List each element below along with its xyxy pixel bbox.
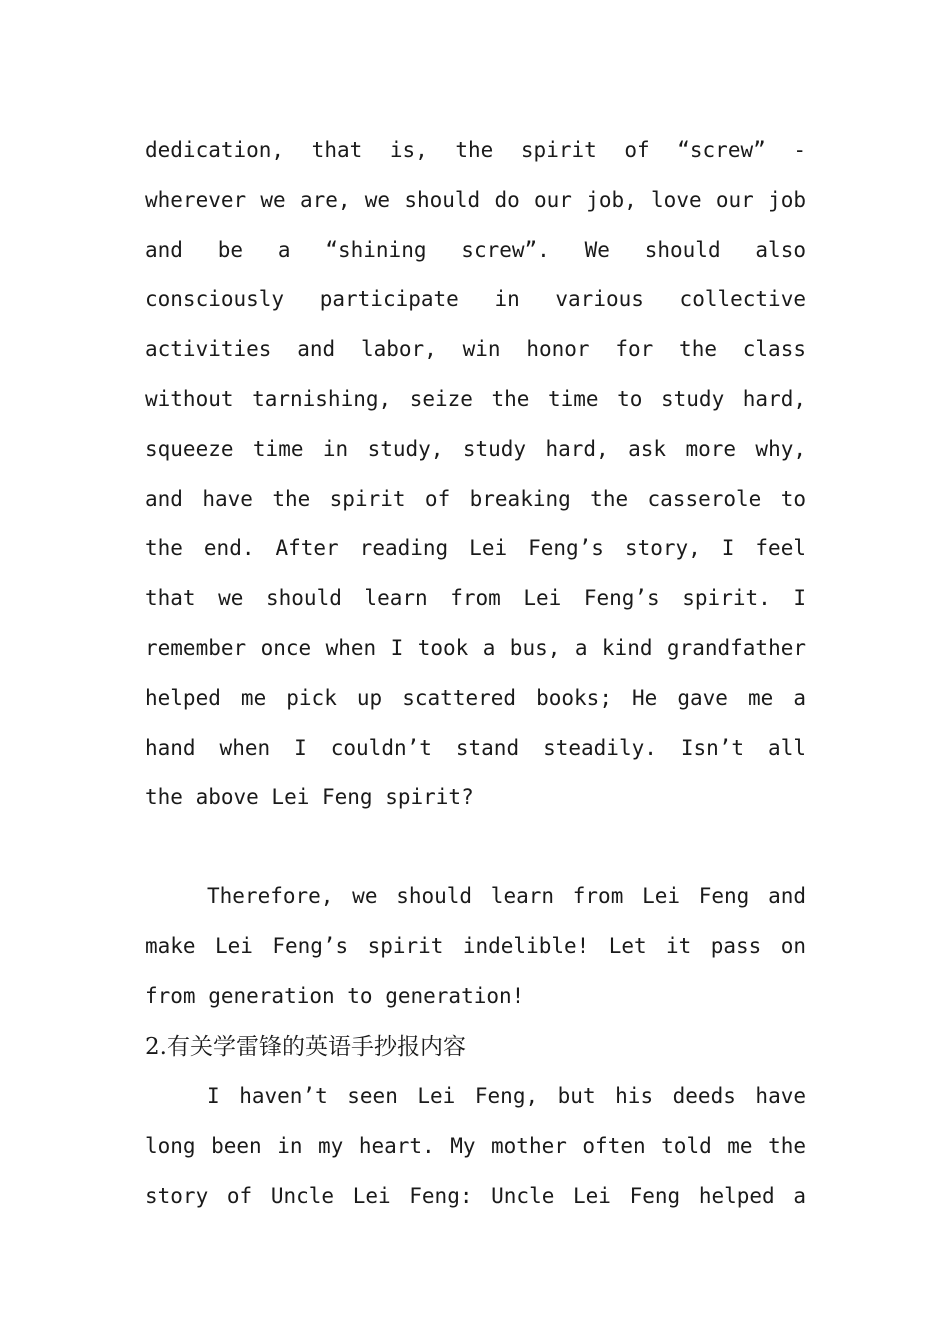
paragraph-conclusion — [145, 876, 806, 1025]
text-line: the end. After reading Lei Feng’s story, I feel — [145, 536, 806, 561]
section-heading-text: 2.有关学雷锋的英语手抄报内容 — [145, 1034, 466, 1060]
text-line: I haven’t seen Lei Feng, but his deeds have — [207, 1084, 806, 1108]
paragraph-deeds — [145, 1076, 806, 1225]
text-line: without tarnishing, seize the time to study hard, — [145, 386, 806, 411]
text-line: hand when I couldn’t stand steadily. Isn’t all — [145, 735, 806, 760]
text-line: helped me pick up scattered books; He gave me a — [145, 685, 806, 710]
text-line: that we should learn from Lei Feng’s spirit. I — [145, 586, 806, 611]
text-line: make Lei Feng’s spirit indelible! Let it pass on — [145, 933, 806, 958]
text-line: long been in my heart. My mother often told me the — [145, 1133, 806, 1158]
text-line: the above Lei Feng spirit? — [145, 785, 474, 810]
text-line: wherever we are, we should do our job, love our job — [145, 187, 806, 212]
text-line: activities and labor, win honor for the class — [145, 337, 806, 362]
text-line: Therefore, we should learn from Lei Feng and — [207, 884, 806, 908]
text-line: and have the spirit of breaking the casserole to — [145, 486, 806, 511]
text-line: from generation to generation! — [145, 983, 525, 1008]
text-line: consciously participate in various collective — [145, 287, 806, 312]
text-line: story of Uncle Lei Feng: Uncle Lei Feng helped a — [145, 1183, 806, 1208]
text-line: dedication, that is, the spirit of “screw” - — [145, 138, 806, 162]
paragraph-lei-feng-spirit — [145, 130, 806, 827]
section-heading — [145, 1027, 806, 1067]
text-line: remember once when I took a bus, a kind grandfather — [145, 635, 806, 660]
text-line: squeeze time in study, study hard, ask more why, — [145, 436, 806, 461]
text-line: and be a “shining screw”. We should also — [145, 237, 806, 262]
